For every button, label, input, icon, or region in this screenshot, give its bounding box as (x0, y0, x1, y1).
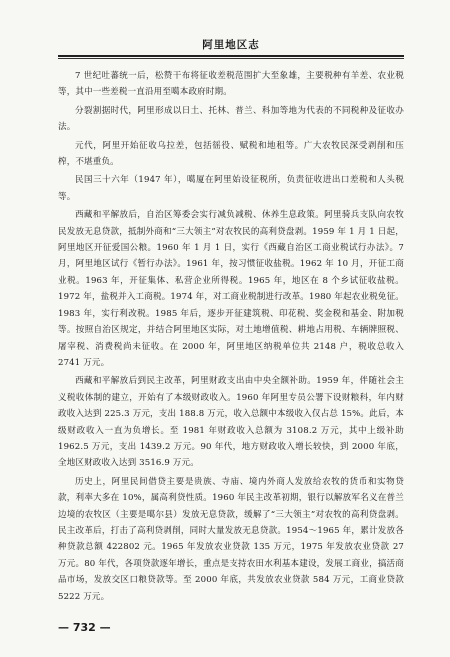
paragraph-tax-policy: 西藏和平解放后，自治区筹委会实行减负减税、休养生息政策。阿里骑兵支队向农牧民发放无息贷款，抵制外商和“三大领主”对农牧民的高利贷盘剥。1959 年 1 月 1 日起，阿里地区开征爱国公粮。1960 年 1 月 1 日，实行《西藏自治区工商业税试行办法》。7 月，阿里地区试行《暂行办法》。1961 年，按习惯征收盐税。1962 年 10 月，开征工商业税。1963 年，开征集体、私营企业所得税。1965 年，地区在 8 个乡试征收盐税。1972 年，盐税并入工商税。1974 年，对工商业税制进行改革。1980 年起农业税免征。1983 年，实行利改税。1985 年后，逐步开征建筑税、印花税、奖金税和基金、附加税等。按照自治区规定，并结合阿里地区实际，对土地增值税、耕地占用税、车辆牌照税、屠宰税、消费税尚未征收。在 2000 年，阿里地区纳税单位共 2148 户，税收总收入 2741 万元。 (58, 210, 404, 368)
paragraph-savings (58, 607, 404, 608)
paragraph-loans: 历史上，阿里民间借贷主要是贵族、寺庙、境内外商人发放给农牧的货币和实物贷款，利率大多在 10%，属高利贷性质。1960 年民主改革初期，银行以解放军名义在普兰边境的农牧区（主要是噶尔县）发放无息贷款，缓解了“三大领主”对农牧的高利贷盘剥。民主改革后，打击了高利贷剥削，同时大量发放无息贷款。1954～1965 年，累计发放各种贷款总额 422802 元。1965 年发放农业贷款 135 万元，1975 年发放农业贷款 27 万元。80 年代，各项贷款逐年增长，重点是支持农田水利基本建设，发展工商业，搞活商品市场，发放交区口粮贷款等。至 2000 年底，共发放农业贷款 584 万元，工商业贷款 5222 万元。 (58, 476, 404, 602)
paragraph-tubo-tax: 7 世纪吐蕃统一后，松赞干布将征收差税范围扩大至象雄，主要税种有羊差、农业税等，其中一些差税一直沿用至噶本政府时期。 (58, 71, 404, 98)
header-rule-thick (58, 55, 404, 57)
paragraph-fragmentation: 分裂割据时代，阿里形成以日土、托林、普兰、科加等地为代表的不同税种及征收办法。 (58, 105, 404, 133)
paragraph-finance: 西藏和平解放后到民主改革，阿里财政支出由中央全额补助。1959 年，伴随社会主义税收体制的建立，开始有了本级财政收入。1960 年阿里专员公署下设财粮科，年内财政收入达到 225.3 万元，支出 188.8 万元，收入总额中本级收入仅占总 15%。此后，本级财政收入一直为负增长。至 1981 年财政收入总额为 3108.2 万元，其中上级补助 1962.5 万元，支出 1439.2 万元。90 年代，地方财政收入增长较快，到 2000 年底，全地区财政收入达到 3516.9 万元。 (58, 376, 404, 469)
paragraph-yuan: 元代，阿里开始征收乌拉差，包括徭役、赋税和地租等。广大农牧民深受剥削和压榨，不堪重负。 (58, 140, 404, 168)
paragraph-republic: 民国三十六年（1947 年），噶厦在阿里始设征税所，负责征收进出口差税和人头税等。 (58, 175, 404, 202)
running-header: 阿里地区志 (202, 39, 260, 51)
header-rule-thin (58, 58, 404, 59)
page-number: — 732 — (58, 621, 111, 634)
body-text (58, 68, 404, 608)
